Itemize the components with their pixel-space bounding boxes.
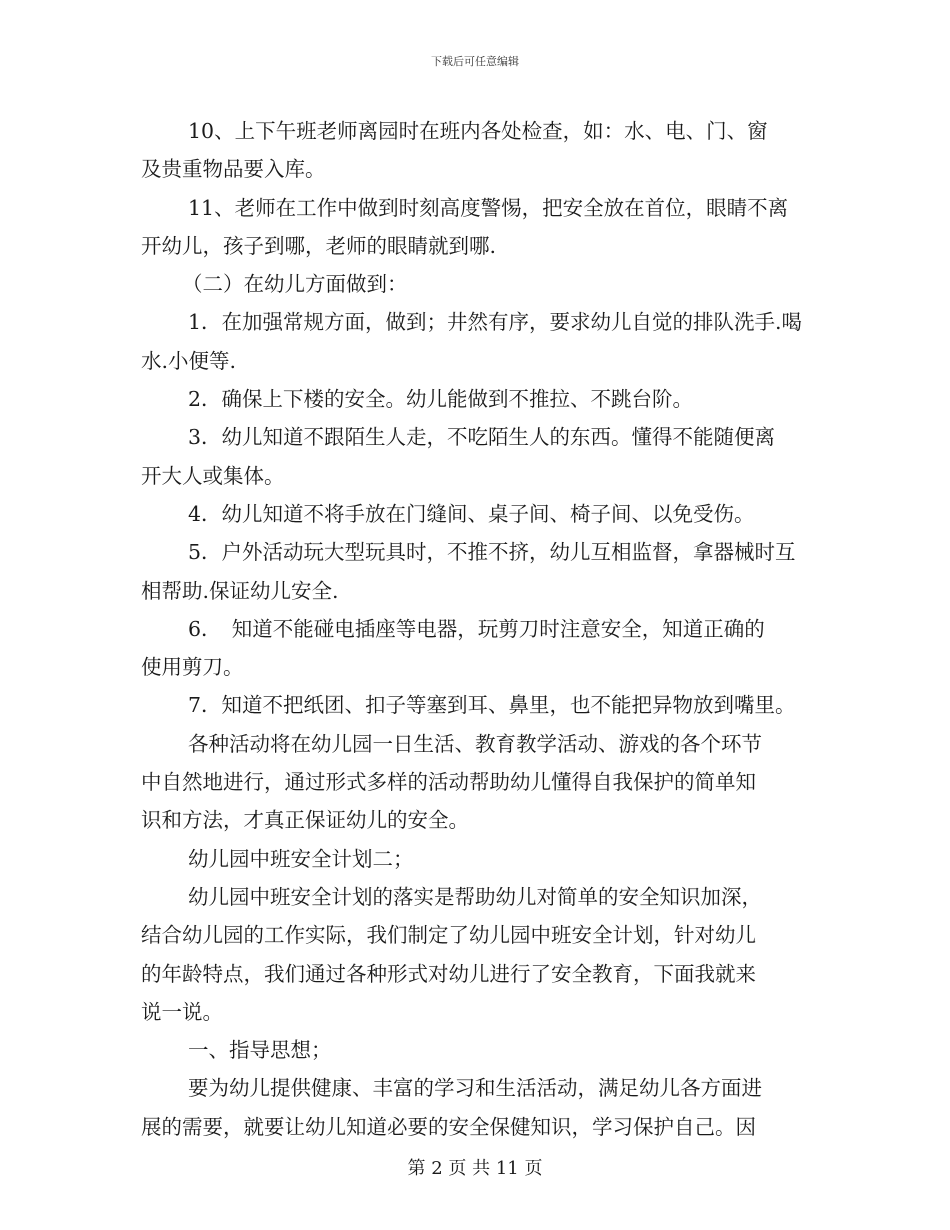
section-heading: （二）在幼儿方面做到： <box>182 272 408 297</box>
paragraph-line: 开幼儿，孩子到哪，老师的眼睛就到哪. <box>141 233 497 258</box>
page-header-note: 下载后可任意编辑 <box>431 55 519 68</box>
paragraph-line: 使用剪刀。 <box>141 655 244 680</box>
paragraph-line: 幼儿园中班安全计划的落实是帮助幼儿对简单的安全知识加深， <box>188 884 762 909</box>
page-number-footer: 第 2 页 共 11 页 <box>407 1158 543 1179</box>
paragraph-line: 中自然地进行，通过形式多样的活动帮助幼儿懂得自我保护的简单知 <box>141 770 756 795</box>
paragraph-line: 的年龄特点，我们通过各种形式对幼儿进行了安全教育，下面我就来 <box>141 961 756 986</box>
paragraph-line: 说一说。 <box>141 999 223 1024</box>
paragraph-line: 7．知道不把纸团、扣子等塞到耳、鼻里，也不能把异物放到嘴里。 <box>188 693 796 718</box>
paragraph-line: 水.小便等. <box>141 348 237 373</box>
paragraph-line: 展的需要，就要让幼儿知道必要的安全保健知识，学习保护自己。因 <box>141 1114 756 1139</box>
paragraph-line: 开大人或集体。 <box>141 463 285 488</box>
paragraph-line: 及贵重物品要入库。 <box>141 157 326 182</box>
paragraph-line: 5．户外活动玩大型玩具时，不推不挤，幼儿互相监督，拿器械时互 <box>188 540 796 565</box>
section-heading: 一、指导思想； <box>188 1038 332 1063</box>
paragraph-line: 11、老师在工作中做到时刻高度警惕，把安全放在首位，眼睛不离 <box>188 195 789 220</box>
section-heading: 幼儿园中班安全计划二； <box>188 846 414 871</box>
paragraph-line: 要为幼儿提供健康、丰富的学习和生活活动，满足幼儿各方面进 <box>188 1076 762 1101</box>
paragraph-line: 2．确保上下楼的安全。幼儿能做到不推拉、不跳台阶。 <box>188 387 694 412</box>
paragraph-line: 识和方法，才真正保证幼儿的安全。 <box>141 808 469 833</box>
paragraph-line: 各种活动将在幼儿园一日生活、教育教学活动、游戏的各个环节 <box>188 731 762 756</box>
paragraph-line: 结合幼儿园的工作实际，我们制定了幼儿园中班安全计划，针对幼儿 <box>141 923 756 948</box>
document-body <box>141 112 816 1146</box>
paragraph-line: 相帮助.保证幼儿安全. <box>141 578 339 603</box>
paragraph-line: 10、上下午班老师离园时在班内各处检查，如：水、电、门、窗 <box>188 119 768 143</box>
paragraph-line: 4．幼儿知道不将手放在门缝间、桌子间、椅子间、以免受伤。 <box>188 501 755 526</box>
paragraph-line: 3．幼儿知道不跟陌生人走，不吃陌生人的东西。懂得不能随便离 <box>188 425 776 450</box>
paragraph-line: 6． 知道不能碰电插座等电器，玩剪刀时注意安全，知道正确的 <box>188 616 765 641</box>
paragraph-line: 1．在加强常规方面，做到；井然有序，要求幼儿自觉的排队洗手.喝 <box>188 310 803 335</box>
